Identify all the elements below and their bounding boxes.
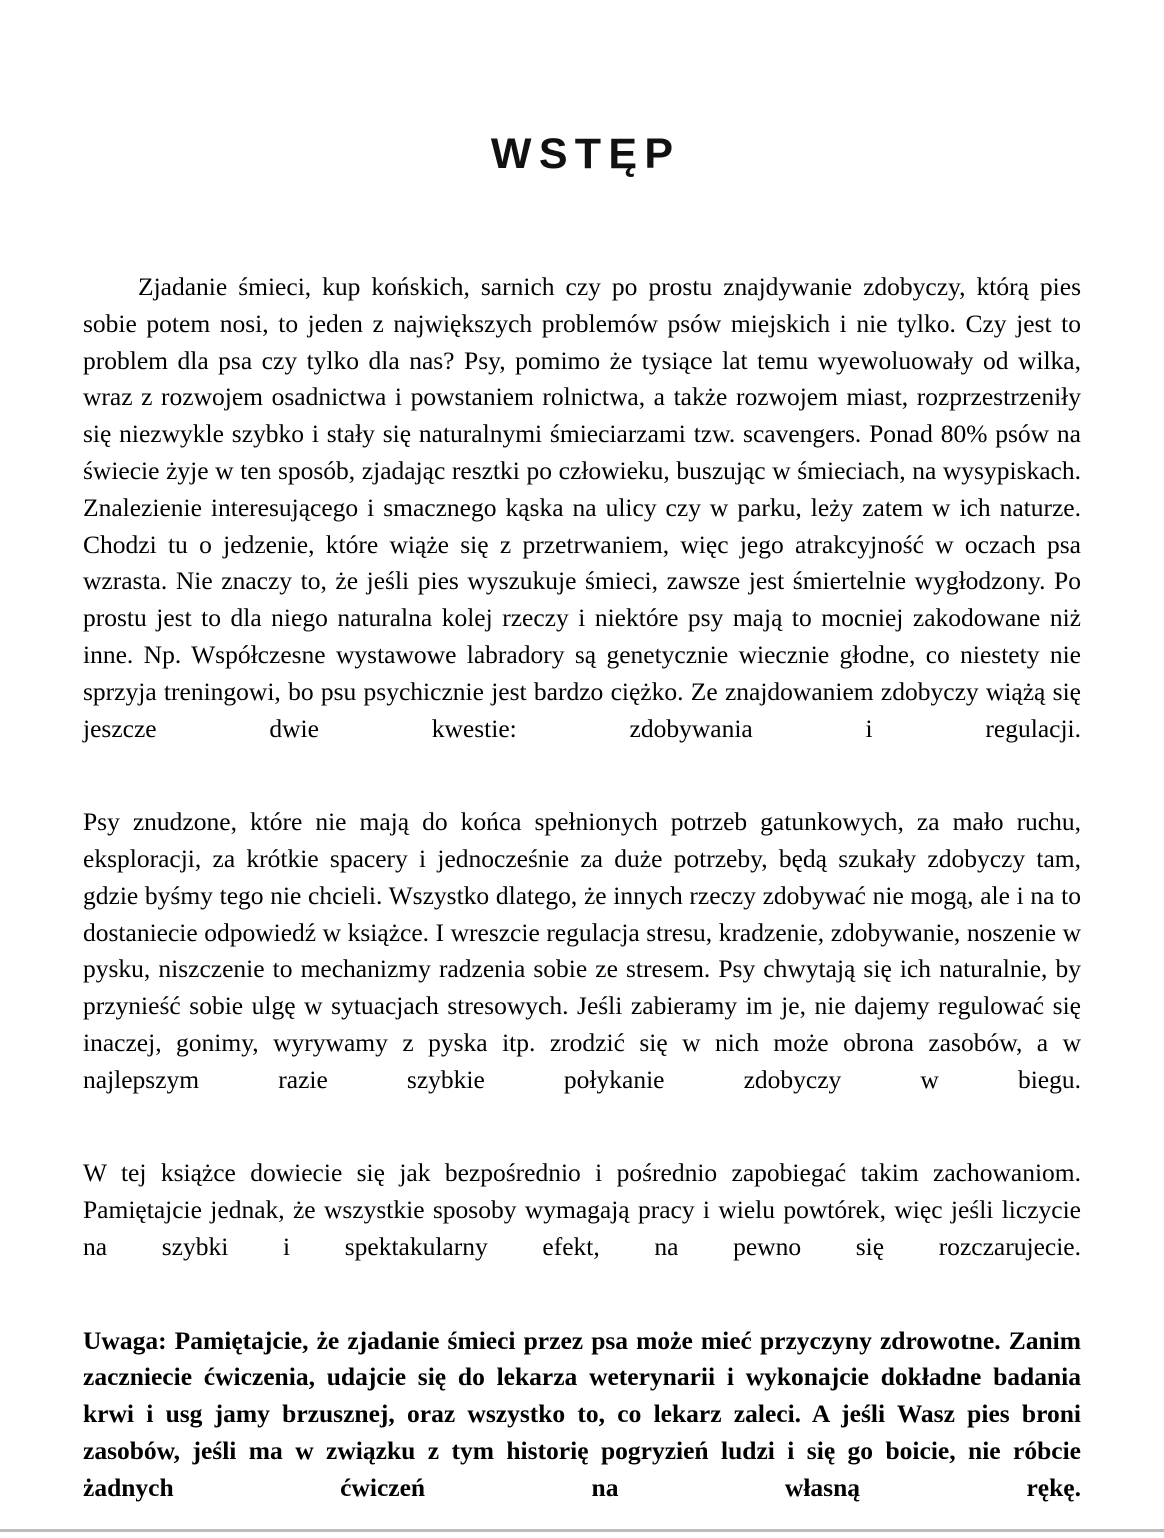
warning-note-paragraph: Uwaga: Pamiętajcie, że zjadanie śmieci przez psa może mieć przyczyny zdrowotne. Zanim zaczniecie ćwiczenia, udajcie się do lekarza weterynarii i wykonajcie dokładne badania krwi i usg jamy brzusznej, oraz wszystko to, co lekarz zaleci. A jeśli Wasz pies broni zasobów, jeśli ma w związku z tym historię pogryzień ludzi i się go boicie, nie róbcie żadnych ćwiczeń na własną rękę. [83, 1325, 1081, 1502]
paragraph-2: Psy znudzone, które nie mają do końca spełnionych potrzeb gatunkowych, za mało ruchu, eksploracji, za krótkie spacery i jednocześnie za duże potrzeby, będą szukały zdobyczy tam, gdzie byśmy tego nie chcieli. Wszystko dlatego, że innych rzeczy zdobywać nie mogą, ale i na to dostaniecie odpowiedź w książce. I wreszcie regulacja stresu, kradzenie, zdobywanie, noszenie w pysku, niszczenie to mechanizmy radzenia sobie ze stresem. Psy chwytają się ich naturalnie, by przynieść sobie ulgę w sytuacjach stresowych. Jeśli zabieramy im je, nie dajemy regulować się inaczej, gonimy, wyrywamy z pyska itp. zrodzić się w nich może obrona zasobów, a w najlepszym razie szybkie połykanie zdobyczy w biegu. [83, 807, 1081, 1094]
page-title: WSTĘP [490, 130, 681, 178]
paragraph-1: Zjadanie śmieci, kup końskich, sarnich czy po prostu znajdywanie zdobyczy, którą pies sobie potem nosi, to jeden z największych problemów psów miejskich i nie tylko. Czy jest to problem dla psa czy tylko dla nas? Psy, pomimo że tysiące lat temu wyewoluowały od wilka, wraz z rozwojem osadnictwa i powstaniem rolnictwa, a także rozwojem miast, rozprzestrzeniły się niezwykle szybko i stały się naturalnymi śmieciarzami tzw. scavengers. Ponad 80% psów na świecie żyje w ten sposób, zjadając resztki po człowieku, buszując w śmieciach, na wysypiskach. Znalezienie interesującego i smacznego kąska na ulicy czy w parku, leży zatem w ich naturze. Chodzi tu o jedzenie, które wiąże się z przetrwaniem, więc jego atrakcyjność w oczach psa wzrasta. Nie znaczy to, że jeśli pies wyszukuje śmieci, zawsze jest śmiertelnie wygłodzony. Po prostu jest to dla niego naturalna kolej rzeczy i niektóre psy mają to mocniej zakodowane niż inne. Np. Współczesne wystawowe labradory są genetycznie wiecznie głodne, co niestety nie sprzyja treningowi, bo psu psychicznie jest bardzo ciężko. Ze znajdowaniem zdobyczy wiążą się jeszcze dwie kwestie: zdobywania i regulacji. [83, 272, 1081, 743]
page-edge-rule [0, 1529, 1164, 1532]
body-text-block [83, 176, 1081, 1538]
paragraph-3: W tej książce dowiecie się jak bezpośrednio i pośrednio zapobiegać takim zachowaniom. Pamiętajcie jednak, że wszystkie sposoby wymagają pracy i wielu powtórek, więc jeśli liczycie na szybki i spektakularny efekt, na pewno się rozczarujecie. [83, 1158, 1081, 1261]
